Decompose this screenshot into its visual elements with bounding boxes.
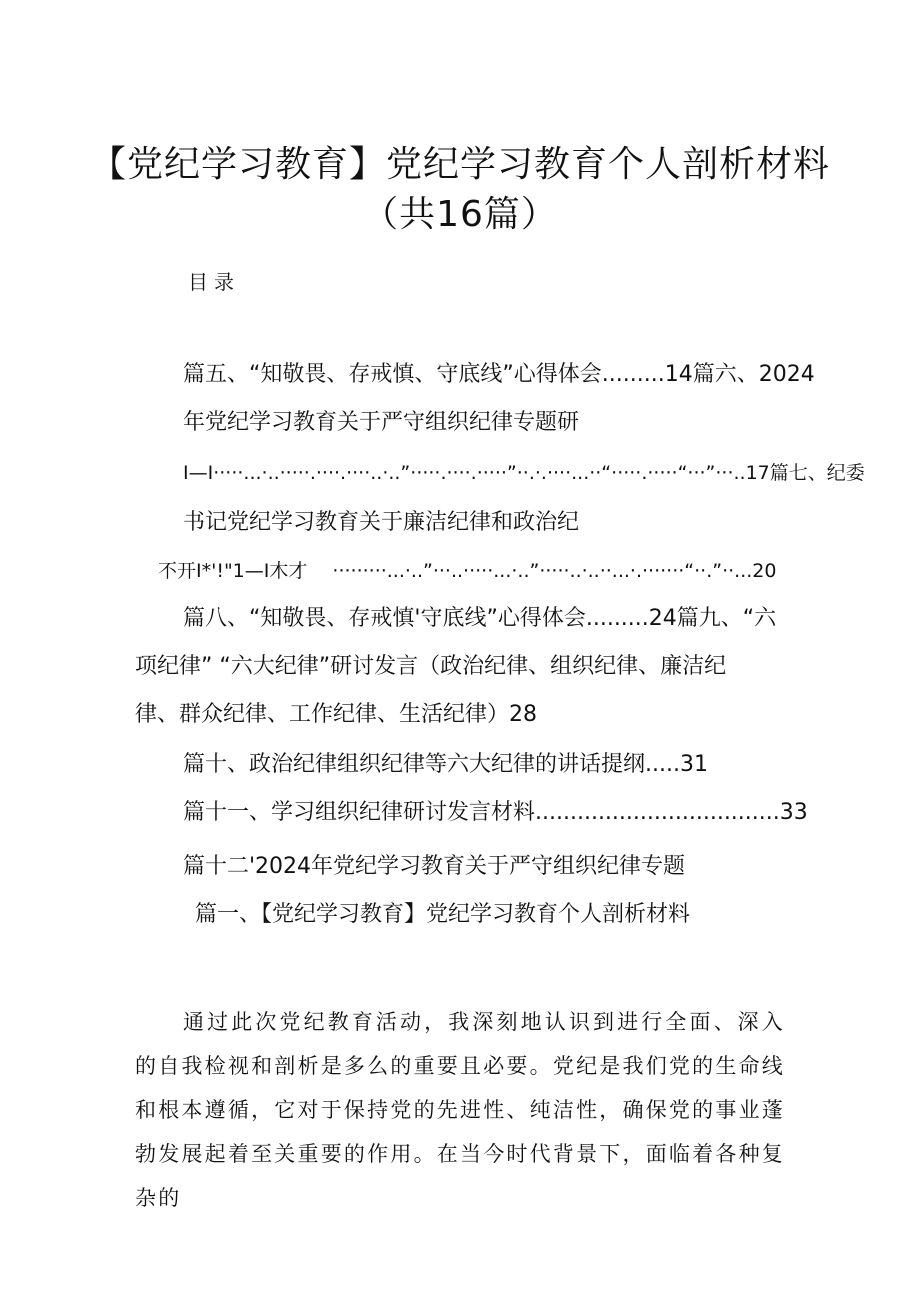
toc-line: 篇十一、学习组织纪律研讨发言材料...................................33 — [183, 800, 808, 825]
body-paragraph: 通过此次党纪教育活动，我深刻地认识到进行全面、深入的自我检视和剖析是多么的重要且必要。党纪是我们党的生命线和根本遵循，它对于保持党的先进性、纯洁性，确保党的事业蓬勃发展起着至关重要的作用。在当今时代背景下，面临着各种复杂的 — [135, 1010, 785, 1210]
toc-line: 篇十二'2024年党纪学习教育关于严守组织纪律专题 — [183, 854, 686, 879]
toc-line: 篇八、“知敬畏、存戒慎'守底线”心得体会.........24篇九、“六 — [183, 606, 777, 631]
toc-line: 篇五、“知敬畏、存戒慎、守底线”心得体会.........14篇六、2024 — [183, 362, 815, 387]
toc-line: 篇十、政治纪律组织纪律等六大纪律的讲话提纲.....31 — [183, 752, 708, 777]
toc-line: 书记党纪学习教育关于廉洁纪律和政治纪 — [183, 510, 580, 535]
toc-line: 年党纪学习教育关于严守组织纪律专题研 — [183, 410, 580, 435]
toc-line: 项纪律” “六大纪律”研讨发言（政治纪律、组织纪律、廉洁纪 — [135, 654, 727, 679]
toc-line: I—I·····...·..·····.····.····..·..”·····.····.·····”··.·.····...··“·····.·····“···”···..17篇七、纪委 — [183, 462, 865, 484]
document-title: 【党纪学习教育】党纪学习教育个人剖析材料（共16篇） — [89, 144, 830, 235]
section-heading: 篇一、【党纪学习教育】党纪学习教育个人剖析材料 — [195, 902, 691, 927]
toc-heading: 目录 — [188, 270, 240, 294]
toc-line: 律、群众纪律、工作纪律、生活纪律）28 — [135, 702, 537, 727]
toc-line: 不开I*'!"1—I木才 ·········...·..”···..·····...·..”·····..·..··...·.·······“··.”··...20 — [158, 560, 777, 582]
